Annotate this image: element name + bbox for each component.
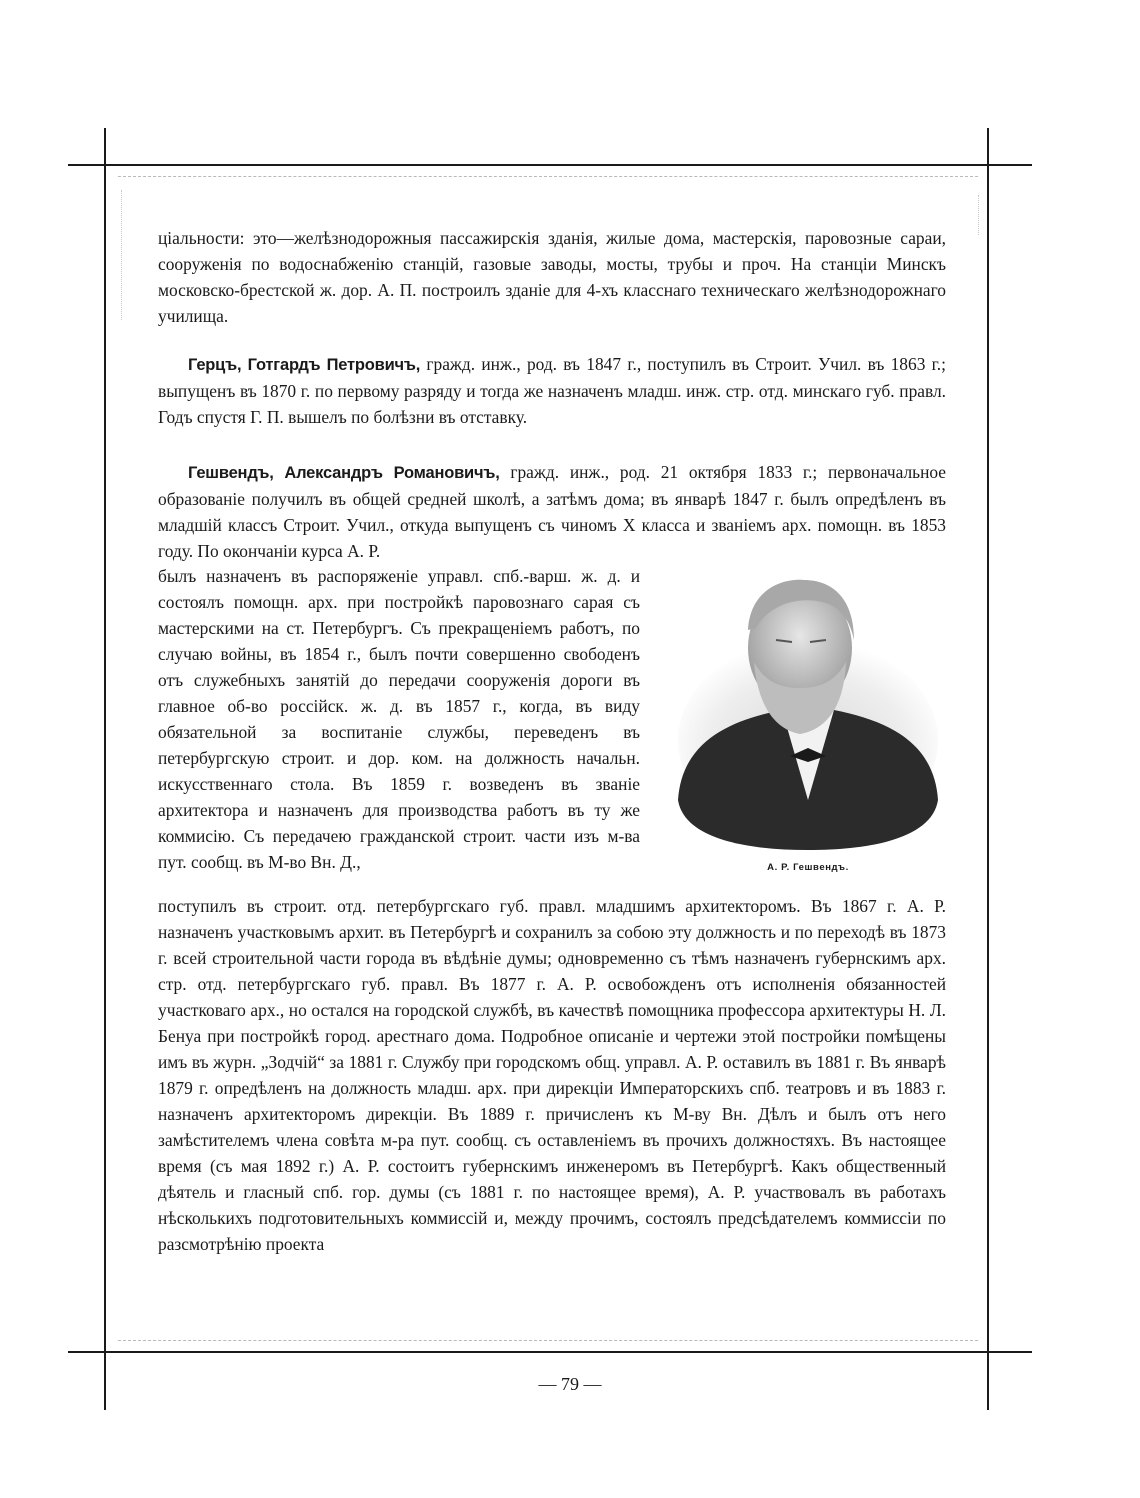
inner-right-dotted-rule <box>978 195 979 235</box>
frame-right-rule <box>987 128 989 1410</box>
inner-bottom-dashed-rule <box>118 1340 978 1341</box>
page-number: — 79 — <box>538 1374 602 1394</box>
frame-top-rule <box>68 164 1032 166</box>
entry-gerts <box>158 351 946 430</box>
portrait-caption: А. Р. Гешвендъ. <box>767 862 849 873</box>
entry-geshvend-continued: поступилъ въ строит. отд. петербургскаго губ. правл. младшимъ архитекторомъ. Въ 1867 г. А. Р. назначенъ участковымъ архит. въ Петербургѣ и сохранилъ за собою эту должность и по переходѣ въ 1873 г. всей строительной части города въ вѣдѣніе думы; одновременно съ тѣмъ назначенъ губернскимъ арх. стр. отд. петербургскаго губ. правл. Въ 1877 г. А. Р. освобожденъ отъ исполненія обязанностей участковаго арх., но остался на городской службѣ, въ качествѣ помощника профессора архитектуры Н. Л. Бенуа при постройкѣ город. арестнаго дома. Подробное описаніе и чертежи этой постройки помѣщены имъ въ журн. „Зодчій“ за 1881 г. Службу при городскомъ общ. управл. А. Р. оставилъ въ 1881 г. Въ январѣ 1879 г. опредѣленъ на должность младш. арх. при дирекціи Императорскихъ спб. театровъ и въ 1883 г. назначенъ архитекторомъ дирекціи. Въ 1889 г. причисленъ къ М-ву Вн. Дѣлъ и былъ отъ него замѣстителемъ члена совѣта м-ра пут. сообщ. съ оставленіемъ въ прочихъ должностяхъ. Въ настоящее время (съ мая 1892 г.) А. Р. состоитъ губернскимъ инженеромъ въ Петербургѣ. Какъ общественный дѣятель и гласный спб. гор. думы (съ 1881 г. по настоящее время), А. Р. участвовалъ въ работахъ нѣсколькихъ подготовительныхъ коммиссій и, между прочимъ, состоялъ предсѣдателемъ коммиссіи по разсмотрѣнію проекта <box>158 896 946 1254</box>
portrait-image <box>672 570 944 850</box>
entry-geshvend-beside-portrait: былъ назначенъ въ распоряженіе управл. спб.-варш. ж. д. и состоялъ помощн. арх. при постройкѣ паровознаго сарая съ мастерскими на ст. Петербургъ. Съ прекращеніемъ работъ, по случаю войны, въ 1854 г., былъ почти совершенно свободенъ отъ служебныхъ занятій до передачи сооруженія дороги въ главное об-во россійск. ж. д. въ 1857 г., когда, въ виду обязательной за воспитаніе службы, переведенъ въ петербургскую строит. и дор. ком. на должность начальн. искусственнаго стола. Въ 1859 г. возведенъ въ званіе архитектора и назначенъ для производства работъ въ ту же коммисію. Съ передачею гражданской строит. части изъ м-ва пут. сообщ. въ М-во Вн. Д., <box>158 566 640 872</box>
entry-name: Гешвендъ, Александръ Романовичъ, <box>188 464 500 482</box>
entry-text: гражд. инж., род. 21 октября 1833 г.; первоначальное образованіе получилъ въ общей средней школѣ, а затѣмъ дома; въ январѣ 1847 г. былъ опредѣленъ въ младшій классъ Строит. Учил., откуда выпущенъ съ чиномъ X класса и званіемъ арх. помощн. въ 1853 году. По окончаніи курса А. Р. <box>158 462 946 561</box>
frame-left-rule <box>104 128 106 1410</box>
continuation-paragraph: ціальности: это—желѣзнодорожныя пассажирскія зданія, жилые дома, мастерскія, паровозные сараи, сооруженія по водоснабженію станцій, газовые заводы, мосты, трубы и проч. На станціи Минскъ московско-брестской ж. дор. А. П. построилъ зданіе для 4-хъ класснаго техническаго желѣзнодорожнаго училища. <box>158 228 946 326</box>
entry-text: гражд. инж., род. въ 1847 г., поступилъ въ Строит. Учил. въ 1863 г.; выпущенъ въ 1870 г. по первому разряду и тогда же назначенъ младш. инж. стр. отд. минскаго губ. правл. Годъ спустя Г. П. вышелъ по болѣзни въ отставку. <box>158 354 946 427</box>
inner-left-dotted-rule <box>121 190 122 320</box>
entry-geshvend-intro <box>158 459 946 564</box>
entry-name: Герцъ, Готгардъ Петровичъ, <box>188 356 421 374</box>
frame-bottom-rule <box>68 1351 1032 1353</box>
inner-top-dashed-rule <box>118 176 978 177</box>
